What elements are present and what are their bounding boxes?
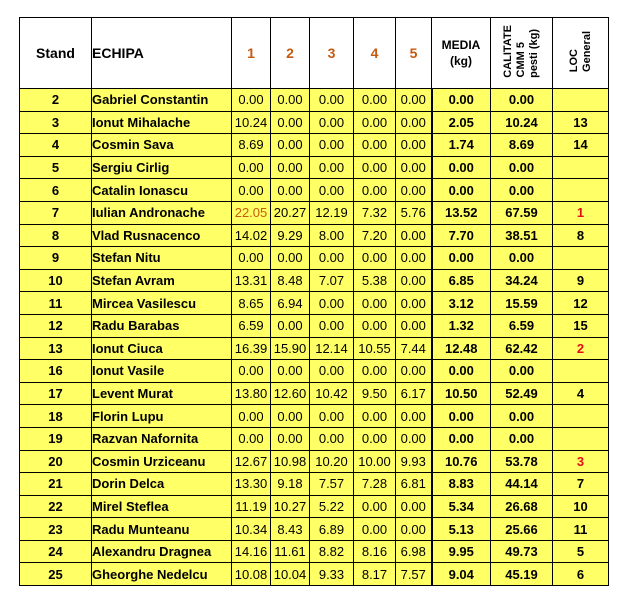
media-cell: 9.95 — [432, 540, 491, 563]
loc-cell: 3 — [553, 450, 609, 473]
round-5-cell: 0.00 — [396, 427, 432, 450]
stand-cell: 23 — [20, 518, 92, 541]
loc-cell: 9 — [553, 269, 609, 292]
team-name-cell: Levent Murat — [92, 382, 232, 405]
round-5-cell: 0.00 — [396, 156, 432, 179]
stand-cell: 22 — [20, 495, 92, 518]
round-1-cell: 14.02 — [232, 224, 271, 247]
round-1-cell: 14.16 — [232, 540, 271, 563]
table-row — [20, 179, 609, 202]
calitate-cell: 44.14 — [491, 473, 553, 496]
header-round-2: 2 — [271, 18, 310, 89]
media-cell: 1.74 — [432, 134, 491, 157]
round-5-cell: 0.00 — [396, 247, 432, 270]
table-row — [20, 89, 609, 112]
round-2-cell: 8.43 — [271, 518, 310, 541]
round-5-cell: 0.00 — [396, 405, 432, 428]
round-5-cell: 6.98 — [396, 540, 432, 563]
round-1-cell: 0.00 — [232, 360, 271, 383]
loc-cell — [553, 247, 609, 270]
round-2-cell: 10.04 — [271, 563, 310, 586]
round-1-cell: 11.19 — [232, 495, 271, 518]
table-row — [20, 382, 609, 405]
stand-cell: 10 — [20, 269, 92, 292]
round-2-cell: 0.00 — [271, 156, 310, 179]
round-5-cell: 7.57 — [396, 563, 432, 586]
calitate-cell: 0.00 — [491, 405, 553, 428]
round-4-cell: 7.28 — [354, 473, 396, 496]
round-3-cell: 0.00 — [310, 89, 354, 112]
round-5-cell: 0.00 — [396, 292, 432, 315]
calitate-cell: 0.00 — [491, 179, 553, 202]
round-4-cell: 0.00 — [354, 518, 396, 541]
round-2-cell: 11.61 — [271, 540, 310, 563]
media-cell: 0.00 — [432, 89, 491, 112]
round-5-cell: 7.44 — [396, 337, 432, 360]
round-5-cell: 0.00 — [396, 224, 432, 247]
round-2-cell: 9.29 — [271, 224, 310, 247]
table-row — [20, 540, 609, 563]
round-4-cell: 0.00 — [354, 111, 396, 134]
round-4-cell: 0.00 — [354, 495, 396, 518]
round-3-cell: 0.00 — [310, 360, 354, 383]
loc-cell: 11 — [553, 518, 609, 541]
round-3-cell: 9.33 — [310, 563, 354, 586]
media-cell: 0.00 — [432, 247, 491, 270]
team-name-cell: Iulian Andronache — [92, 201, 232, 224]
round-3-cell: 0.00 — [310, 292, 354, 315]
round-3-cell: 8.82 — [310, 540, 354, 563]
calitate-cell: 0.00 — [491, 427, 553, 450]
media-cell: 5.34 — [432, 495, 491, 518]
results-body — [20, 89, 609, 586]
stand-cell: 19 — [20, 427, 92, 450]
team-name-cell: Razvan Nafornita — [92, 427, 232, 450]
stand-cell: 18 — [20, 405, 92, 428]
round-3-cell: 0.00 — [310, 427, 354, 450]
loc-cell — [553, 427, 609, 450]
round-5-cell: 0.00 — [396, 360, 432, 383]
table-row — [20, 518, 609, 541]
calitate-cell: 52.49 — [491, 382, 553, 405]
team-name-cell: Mircea Vasilescu — [92, 292, 232, 315]
round-3-cell: 10.20 — [310, 450, 354, 473]
loc-cell: 8 — [553, 224, 609, 247]
round-5-cell: 0.00 — [396, 179, 432, 202]
round-4-cell: 0.00 — [354, 292, 396, 315]
table-row — [20, 224, 609, 247]
round-4-cell: 0.00 — [354, 156, 396, 179]
team-name-cell: Mirel Steflea — [92, 495, 232, 518]
media-cell: 10.50 — [432, 382, 491, 405]
header-loc — [553, 18, 609, 89]
team-name-cell: Cosmin Urziceanu — [92, 450, 232, 473]
round-4-cell: 7.32 — [354, 201, 396, 224]
table-row — [20, 450, 609, 473]
media-cell: 0.00 — [432, 360, 491, 383]
round-3-cell: 0.00 — [310, 179, 354, 202]
media-cell: 5.13 — [432, 518, 491, 541]
round-1-cell: 0.00 — [232, 247, 271, 270]
round-5-cell: 9.93 — [396, 450, 432, 473]
calitate-cell: 8.69 — [491, 134, 553, 157]
media-cell: 8.83 — [432, 473, 491, 496]
calitate-cell: 45.19 — [491, 563, 553, 586]
media-cell: 2.05 — [432, 111, 491, 134]
loc-cell: 13 — [553, 111, 609, 134]
round-1-cell: 0.00 — [232, 179, 271, 202]
loc-cell: 5 — [553, 540, 609, 563]
calitate-cell: 34.24 — [491, 269, 553, 292]
calitate-cell: 67.59 — [491, 201, 553, 224]
team-name-cell: Ionut Ciuca — [92, 337, 232, 360]
table-row — [20, 337, 609, 360]
round-2-cell: 20.27 — [271, 201, 310, 224]
round-5-cell: 0.00 — [396, 314, 432, 337]
media-cell: 0.00 — [432, 156, 491, 179]
calitate-cell: 62.42 — [491, 337, 553, 360]
table-row — [20, 473, 609, 496]
team-name-cell: Florin Lupu — [92, 405, 232, 428]
round-1-cell: 10.24 — [232, 111, 271, 134]
media-cell: 13.52 — [432, 201, 491, 224]
round-2-cell: 10.98 — [271, 450, 310, 473]
team-name-cell: Gabriel Constantin — [92, 89, 232, 112]
round-5-cell: 0.00 — [396, 89, 432, 112]
round-3-cell: 5.22 — [310, 495, 354, 518]
team-name-cell: Radu Barabas — [92, 314, 232, 337]
loc-cell: 2 — [553, 337, 609, 360]
table-row — [20, 156, 609, 179]
results-table — [19, 17, 609, 586]
round-4-cell: 0.00 — [354, 405, 396, 428]
stand-cell: 12 — [20, 314, 92, 337]
round-5-cell: 6.81 — [396, 473, 432, 496]
table-row — [20, 314, 609, 337]
round-1-cell: 22.05 — [232, 201, 271, 224]
round-4-cell: 5.38 — [354, 269, 396, 292]
header-media-unit: (kg) — [450, 54, 472, 68]
calitate-cell: 0.00 — [491, 89, 553, 112]
round-4-cell: 9.50 — [354, 382, 396, 405]
header-loc-line2: General — [580, 31, 593, 72]
round-2-cell: 0.00 — [271, 89, 310, 112]
round-2-cell: 0.00 — [271, 314, 310, 337]
round-3-cell: 0.00 — [310, 405, 354, 428]
round-3-cell: 7.57 — [310, 473, 354, 496]
round-4-cell: 0.00 — [354, 247, 396, 270]
stand-cell: 11 — [20, 292, 92, 315]
header-round-4: 4 — [354, 18, 396, 89]
round-3-cell: 10.42 — [310, 382, 354, 405]
round-4-cell: 0.00 — [354, 360, 396, 383]
stand-cell: 8 — [20, 224, 92, 247]
round-2-cell: 15.90 — [271, 337, 310, 360]
round-1-cell: 0.00 — [232, 89, 271, 112]
header-calitate — [491, 18, 553, 89]
round-1-cell: 8.69 — [232, 134, 271, 157]
table-row — [20, 269, 609, 292]
team-name-cell: Sergiu Cirlig — [92, 156, 232, 179]
header-calitate-line3: pesti (kg) — [528, 28, 540, 78]
round-1-cell: 0.00 — [232, 427, 271, 450]
stand-cell: 20 — [20, 450, 92, 473]
calitate-cell: 38.51 — [491, 224, 553, 247]
table-row — [20, 405, 609, 428]
loc-cell: 14 — [553, 134, 609, 157]
loc-cell — [553, 405, 609, 428]
calitate-cell: 0.00 — [491, 360, 553, 383]
table-row — [20, 292, 609, 315]
stand-cell: 13 — [20, 337, 92, 360]
round-5-cell: 0.00 — [396, 111, 432, 134]
header-media — [432, 18, 491, 89]
round-3-cell: 0.00 — [310, 134, 354, 157]
stand-cell: 5 — [20, 156, 92, 179]
media-cell: 10.76 — [432, 450, 491, 473]
table-row — [20, 427, 609, 450]
round-1-cell: 0.00 — [232, 156, 271, 179]
stand-cell: 7 — [20, 201, 92, 224]
stand-cell: 6 — [20, 179, 92, 202]
team-name-cell: Radu Munteanu — [92, 518, 232, 541]
round-1-cell: 6.59 — [232, 314, 271, 337]
team-name-cell: Stefan Avram — [92, 269, 232, 292]
calitate-cell: 0.00 — [491, 247, 553, 270]
loc-cell — [553, 156, 609, 179]
round-5-cell: 0.00 — [396, 134, 432, 157]
media-cell: 9.04 — [432, 563, 491, 586]
round-2-cell: 0.00 — [271, 134, 310, 157]
calitate-cell: 10.24 — [491, 111, 553, 134]
round-2-cell: 12.60 — [271, 382, 310, 405]
round-2-cell: 0.00 — [271, 405, 310, 428]
header-row — [20, 18, 609, 89]
header-calitate-line1: CALITATE — [502, 25, 514, 78]
round-3-cell: 0.00 — [310, 156, 354, 179]
loc-cell: 4 — [553, 382, 609, 405]
header-calitate-line2: CMM 5 — [515, 42, 527, 78]
media-cell: 3.12 — [432, 292, 491, 315]
table-row — [20, 134, 609, 157]
media-cell: 6.85 — [432, 269, 491, 292]
loc-cell: 7 — [553, 473, 609, 496]
round-4-cell: 0.00 — [354, 314, 396, 337]
header-round-3: 3 — [310, 18, 354, 89]
table-row — [20, 495, 609, 518]
media-cell: 0.00 — [432, 405, 491, 428]
round-2-cell: 0.00 — [271, 360, 310, 383]
round-1-cell: 10.08 — [232, 563, 271, 586]
header-stand: Stand — [20, 18, 92, 89]
round-2-cell: 9.18 — [271, 473, 310, 496]
round-4-cell: 10.55 — [354, 337, 396, 360]
round-1-cell: 12.67 — [232, 450, 271, 473]
header-round-5: 5 — [396, 18, 432, 89]
header-loc-line1: LOC — [567, 48, 580, 72]
round-5-cell: 0.00 — [396, 518, 432, 541]
round-3-cell: 0.00 — [310, 314, 354, 337]
round-4-cell: 8.17 — [354, 563, 396, 586]
round-2-cell: 0.00 — [271, 179, 310, 202]
stand-cell: 2 — [20, 89, 92, 112]
team-name-cell: Gheorghe Nedelcu — [92, 563, 232, 586]
media-cell: 1.32 — [432, 314, 491, 337]
round-4-cell: 0.00 — [354, 427, 396, 450]
round-3-cell: 7.07 — [310, 269, 354, 292]
round-1-cell: 0.00 — [232, 405, 271, 428]
round-4-cell: 0.00 — [354, 89, 396, 112]
round-2-cell: 0.00 — [271, 427, 310, 450]
round-4-cell: 7.20 — [354, 224, 396, 247]
round-5-cell: 6.17 — [396, 382, 432, 405]
round-4-cell: 0.00 — [354, 134, 396, 157]
loc-cell — [553, 89, 609, 112]
loc-cell: 6 — [553, 563, 609, 586]
round-4-cell: 0.00 — [354, 179, 396, 202]
header-round-1: 1 — [232, 18, 271, 89]
loc-cell: 12 — [553, 292, 609, 315]
team-name-cell: Vlad Rusnacenco — [92, 224, 232, 247]
header-echipa: ECHIPA — [92, 18, 232, 89]
media-cell: 7.70 — [432, 224, 491, 247]
round-1-cell: 13.31 — [232, 269, 271, 292]
loc-cell: 10 — [553, 495, 609, 518]
table-row — [20, 201, 609, 224]
round-3-cell: 12.14 — [310, 337, 354, 360]
round-4-cell: 10.00 — [354, 450, 396, 473]
calitate-cell: 25.66 — [491, 518, 553, 541]
team-name-cell: Catalin Ionascu — [92, 179, 232, 202]
loc-cell: 1 — [553, 201, 609, 224]
stand-cell: 3 — [20, 111, 92, 134]
media-cell: 0.00 — [432, 179, 491, 202]
round-2-cell: 8.48 — [271, 269, 310, 292]
stand-cell: 25 — [20, 563, 92, 586]
round-1-cell: 8.65 — [232, 292, 271, 315]
team-name-cell: Alexandru Dragnea — [92, 540, 232, 563]
header-media-label: MEDIA — [441, 38, 481, 52]
media-cell: 12.48 — [432, 337, 491, 360]
stand-cell: 4 — [20, 134, 92, 157]
stand-cell: 21 — [20, 473, 92, 496]
table-row — [20, 563, 609, 586]
round-5-cell: 5.76 — [396, 201, 432, 224]
round-1-cell: 13.30 — [232, 473, 271, 496]
round-1-cell: 16.39 — [232, 337, 271, 360]
team-name-cell: Cosmin Sava — [92, 134, 232, 157]
team-name-cell: Dorin Delca — [92, 473, 232, 496]
round-2-cell: 10.27 — [271, 495, 310, 518]
round-1-cell: 10.34 — [232, 518, 271, 541]
loc-cell: 15 — [553, 314, 609, 337]
round-5-cell: 0.00 — [396, 269, 432, 292]
media-cell: 0.00 — [432, 427, 491, 450]
round-3-cell: 0.00 — [310, 247, 354, 270]
team-name-cell: Ionut Mihalache — [92, 111, 232, 134]
stand-cell: 9 — [20, 247, 92, 270]
calitate-cell: 15.59 — [491, 292, 553, 315]
calitate-cell: 53.78 — [491, 450, 553, 473]
stand-cell: 17 — [20, 382, 92, 405]
calitate-cell: 49.73 — [491, 540, 553, 563]
round-3-cell: 0.00 — [310, 111, 354, 134]
table-row — [20, 247, 609, 270]
loc-cell — [553, 360, 609, 383]
table-row — [20, 360, 609, 383]
round-2-cell: 0.00 — [271, 111, 310, 134]
calitate-cell: 26.68 — [491, 495, 553, 518]
team-name-cell: Ionut Vasile — [92, 360, 232, 383]
stand-cell: 24 — [20, 540, 92, 563]
round-2-cell: 6.94 — [271, 292, 310, 315]
round-3-cell: 6.89 — [310, 518, 354, 541]
round-1-cell: 13.80 — [232, 382, 271, 405]
stand-cell: 16 — [20, 360, 92, 383]
round-2-cell: 0.00 — [271, 247, 310, 270]
team-name-cell: Stefan Nitu — [92, 247, 232, 270]
calitate-cell: 0.00 — [491, 156, 553, 179]
round-4-cell: 8.16 — [354, 540, 396, 563]
round-3-cell: 12.19 — [310, 201, 354, 224]
table-row — [20, 111, 609, 134]
calitate-cell: 6.59 — [491, 314, 553, 337]
loc-cell — [553, 179, 609, 202]
round-3-cell: 8.00 — [310, 224, 354, 247]
round-5-cell: 0.00 — [396, 495, 432, 518]
